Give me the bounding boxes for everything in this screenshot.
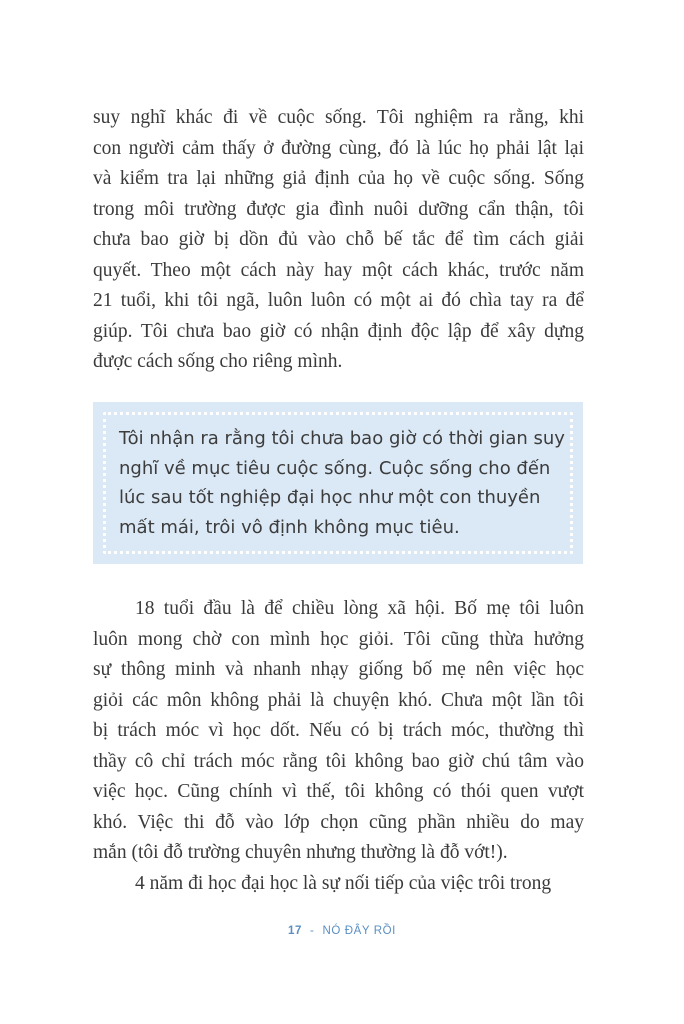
text-line: việc học. Cũng chính vì thế, tôi không có thói quen vượt [93,781,584,802]
callout-line: lúc sau tốt nghiệp đại học như một con thuyền [119,487,541,508]
text-line: 18 tuổi đầu là để chiều lòng xã hội. Bố mẹ tôi luôn [135,598,584,619]
callout-line: nghĩ về mục tiêu cuộc sống. Cuộc sống cho đến [119,457,551,479]
chapter-title: NÓ ĐÂY RỒI [322,925,396,937]
text-line: bị trách móc vì học dốt. Nếu có bị trách móc, thường thì [93,720,584,741]
text-line: mắn (tôi đỗ trường chuyên nhưng thường là đỗ vớt!). [93,842,508,863]
page-number: 17 [288,925,303,937]
text-line: luôn mong chờ con mình học giỏi. Tôi cũng thừa hưởng [93,628,584,650]
text-line: sự thông minh và nhanh nhạy giống bố mẹ nên việc học [93,659,584,680]
text-line: quyết. Theo một cách này hay một cách khác, trước năm [93,259,584,281]
callout-box [93,402,583,564]
page-footer [0,925,684,937]
paragraph-last [93,869,584,900]
callout-text [119,424,565,542]
paragraph-top [93,103,584,378]
paragraph-bottom [93,594,584,869]
text-line: và kiểm tra lại những giả định của họ về cuộc sống. Sống [93,168,584,189]
text-line: 21 tuổi, khi tôi ngã, luôn luôn có một ai đó chìa tay ra để [93,290,584,311]
text-line: khó. Việc thi đỗ vào lớp chọn cũng phần nhiều do may [93,811,584,833]
text-line: giúp. Tôi chưa bao giờ có nhận định độc lập để xây dựng [93,320,584,342]
text-line: suy nghĩ khác đi về cuộc sống. Tôi nghiệm ra rằng, khi [93,107,584,128]
text-line: được cách sống cho riêng mình. [93,351,343,372]
text-line: chưa bao giờ bị dồn đủ vào chỗ bế tắc để tìm cách giải [93,229,584,250]
text-line: giỏi các môn không phải là chuyện khó. Chưa một lần tôi [93,689,584,711]
footer-separator: - [310,925,315,937]
text-line: thầy cô chỉ trách móc rằng tôi không bao giờ chú tâm vào [93,750,584,772]
callout-line: Tôi nhận ra rằng tôi chưa bao giờ có thời gian suy [119,428,565,449]
text-line: con người cảm thấy ở đường cùng, đó là lúc họ phải lật lại [93,137,584,159]
callout-line: mất mái, trôi vô định không mục tiêu. [119,516,460,538]
text-line: 4 năm đi học đại học là sự nối tiếp của việc trôi trong [135,873,552,894]
text-line: trong môi trường được gia đình nuôi dưỡng cẩn thận, tôi [93,198,584,220]
